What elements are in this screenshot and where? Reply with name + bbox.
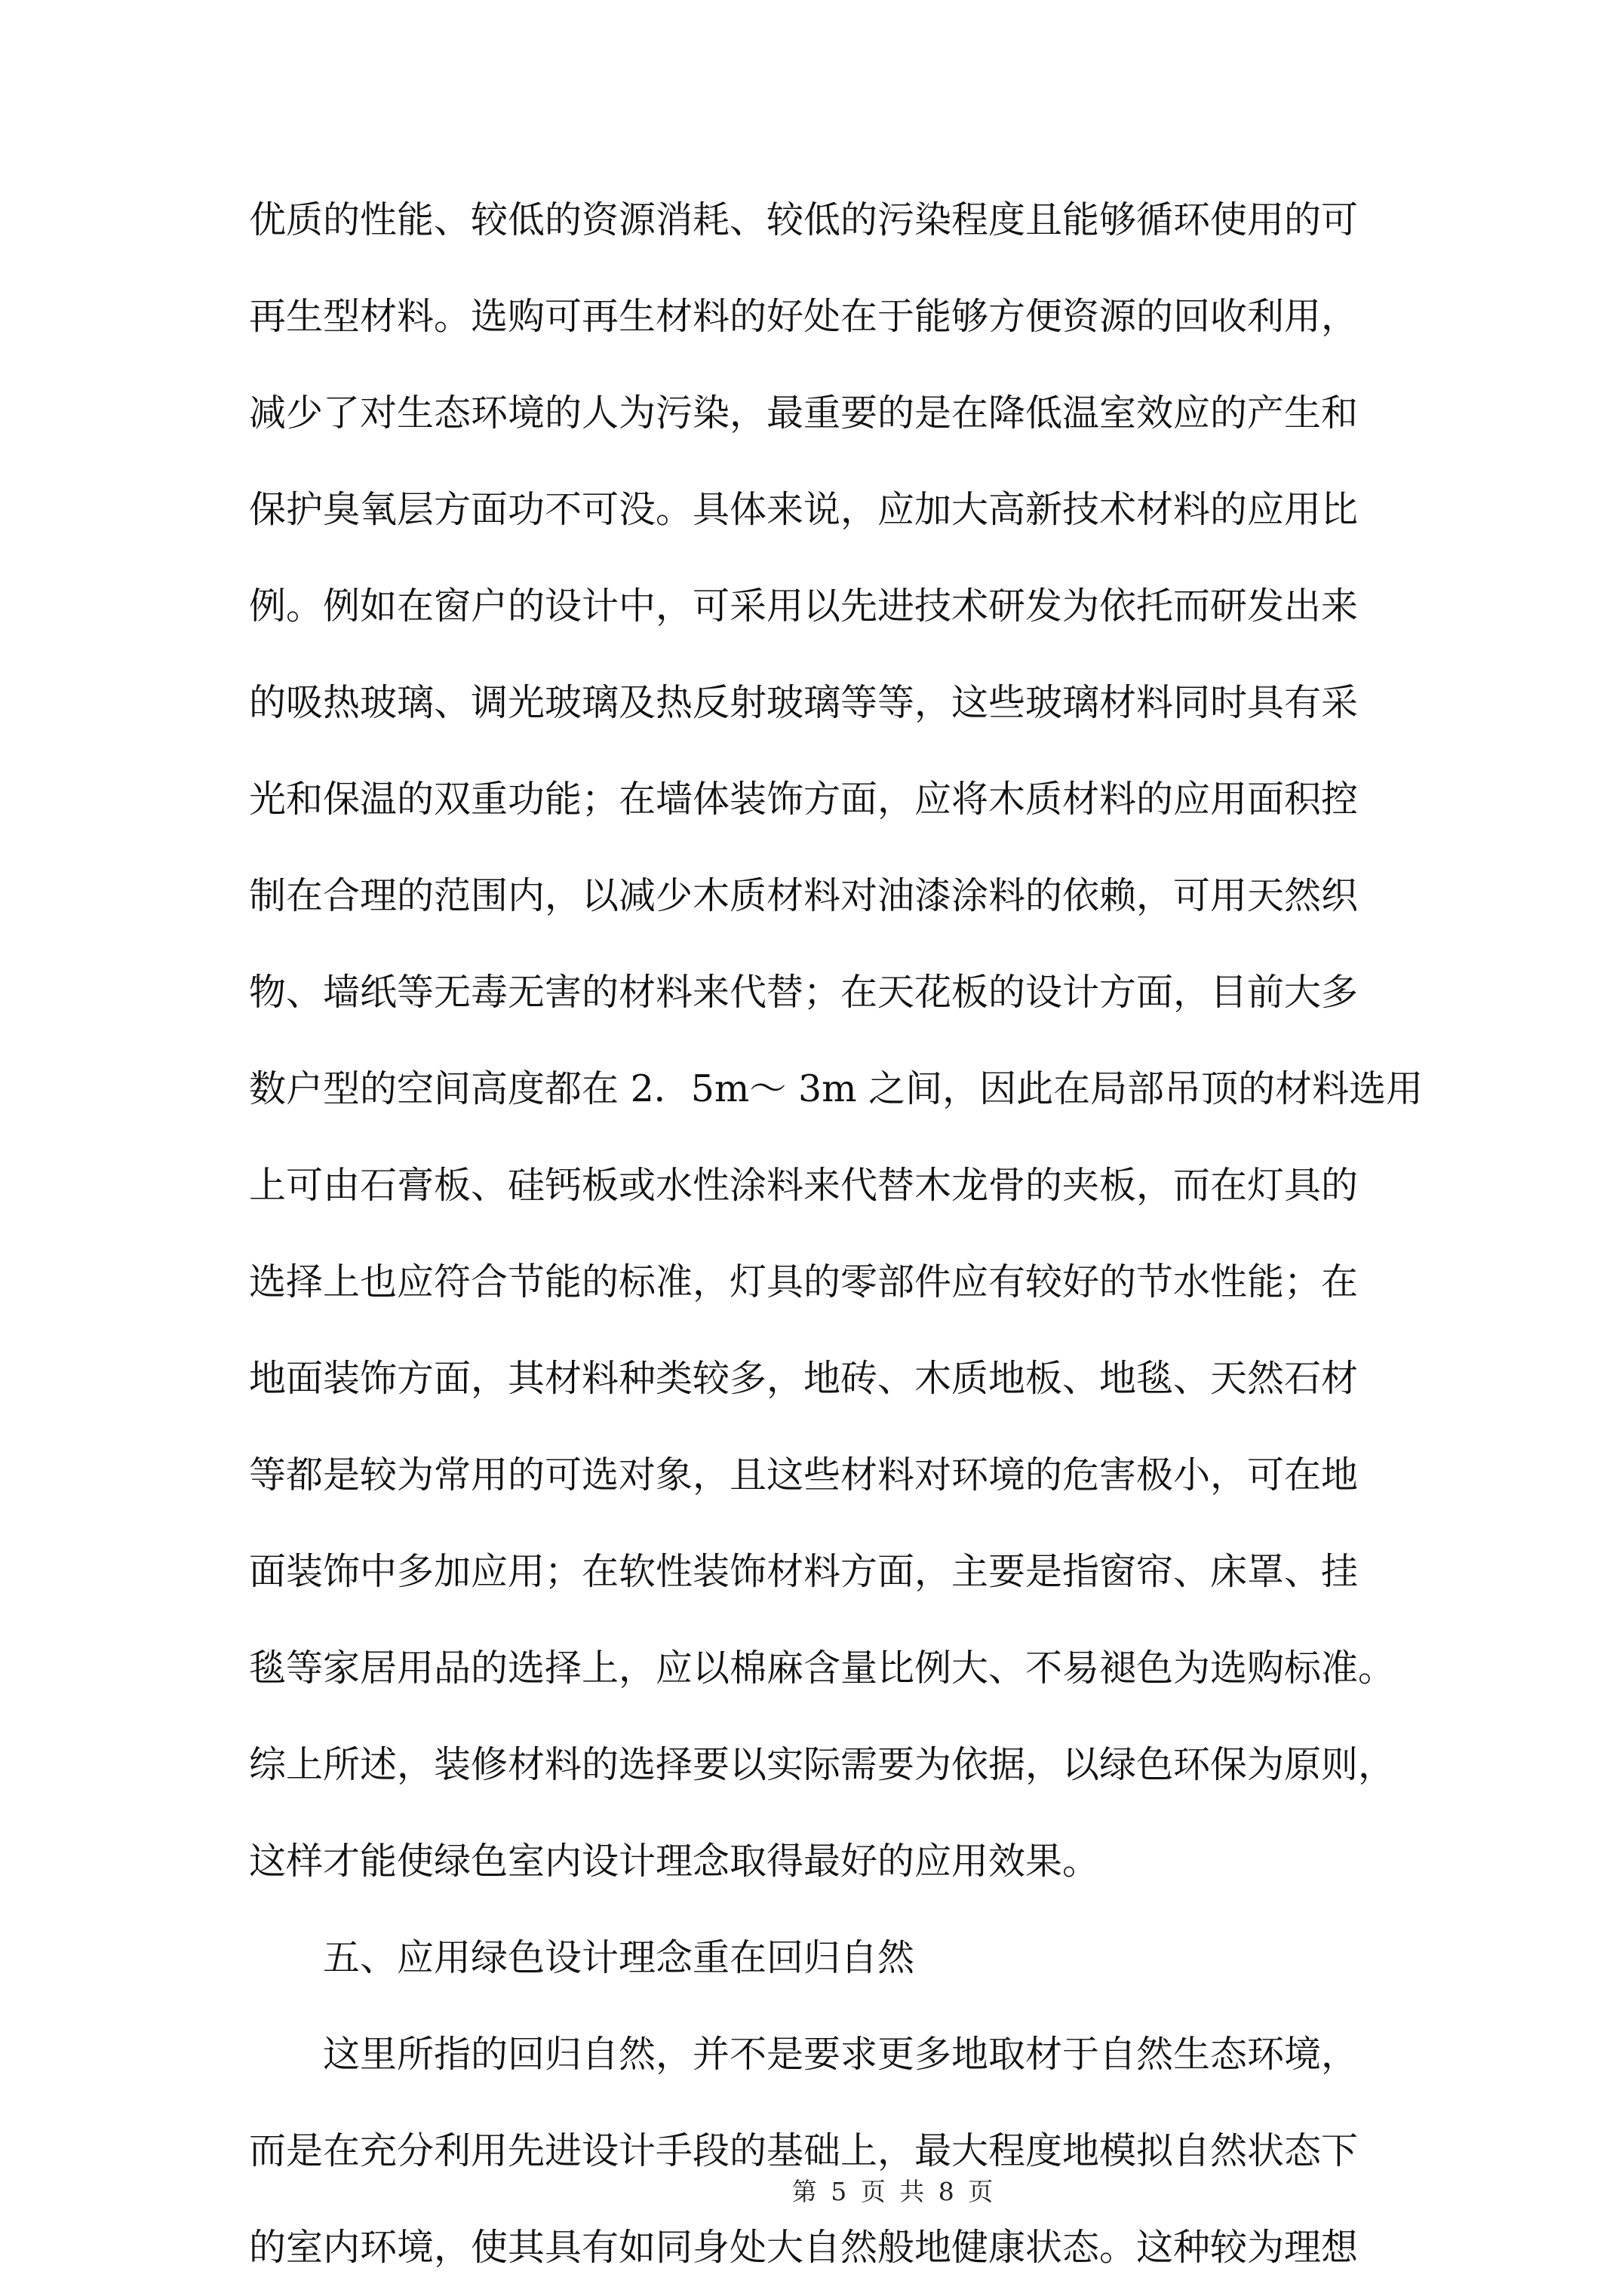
- text-line: 地面装饰方面，其材料种类较多，地砖、木质地板、地毯、天然石材: [249, 1357, 1359, 1400]
- text-line: 例。例如在窗户的设计中，可采用以先进技术研发为依托而研发出来: [249, 585, 1359, 628]
- text-line: 数户型的空间高度都在 2．5m～ 3m 之间，因此在局部吊顶的材料选用: [249, 1067, 1424, 1110]
- page-number: 第 5 页 共 8 页: [791, 2177, 997, 2206]
- text-line: 这样才能使绿色室内设计理念取得最好的应用效果。: [249, 1840, 1100, 1883]
- text-line: 选择上也应符合节能的标准，灯具的零部件应有较好的节水性能；在: [249, 1260, 1359, 1303]
- text-line: 上可由石膏板、硅钙板或水性涂料来代替木龙骨的夹板，而在灯具的: [249, 1164, 1359, 1207]
- text-line: 保护臭氧层方面功不可没。具体来说，应加大高新技术材料的应用比: [249, 488, 1359, 531]
- text-line: 综上所述，装修材料的选择要以实际需要为依据，以绿色环保为原则，: [249, 1743, 1396, 1786]
- section-heading: 五、应用绿色设计理念重在回归自然: [323, 1936, 915, 1979]
- text-line: 等都是较为常用的可选对象，且这些材料对环境的危害极小，可在地: [249, 1453, 1359, 1496]
- text-line: 毯等家居用品的选择上，应以棉麻含量比例大、不易褪色为选购标准。: [249, 1647, 1396, 1690]
- text-line: 光和保温的双重功能；在墙体装饰方面，应将木质材料的应用面积控: [249, 778, 1359, 821]
- text-line: 再生型材料。选购可再生材料的好处在于能够方便资源的回收利用，: [249, 295, 1359, 338]
- text-line: 的室内环境，使其具有如同身处大自然般地健康状态。这种较为理想: [249, 2226, 1359, 2269]
- text-line: 减少了对生态环境的人为污染，最重要的是在降低温室效应的产生和: [249, 391, 1359, 434]
- text-line: 制在合理的范围内，以减少木质材料对油漆涂料的依赖，可用天然织: [249, 874, 1359, 917]
- text-line: 的吸热玻璃、调光玻璃及热反射玻璃等等，这些玻璃材料同时具有采: [249, 681, 1359, 724]
- text-line: 优质的性能、较低的资源消耗、较低的污染程度且能够循环使用的可: [249, 198, 1359, 241]
- text-line: 物、墙纸等无毒无害的材料来代替；在天花板的设计方面，目前大多: [249, 971, 1359, 1014]
- body-text: [249, 172, 1424, 2296]
- text-line: 面装饰中多加应用；在软性装饰材料方面，主要是指窗帘、床罩、挂: [249, 1550, 1359, 1593]
- text-line: 而是在充分利用先进设计手段的基础上，最大程度地模拟自然状态下: [249, 2129, 1359, 2172]
- text-line: 这里所指的回归自然，并不是要求更多地取材于自然生态环境，: [323, 2033, 1359, 2076]
